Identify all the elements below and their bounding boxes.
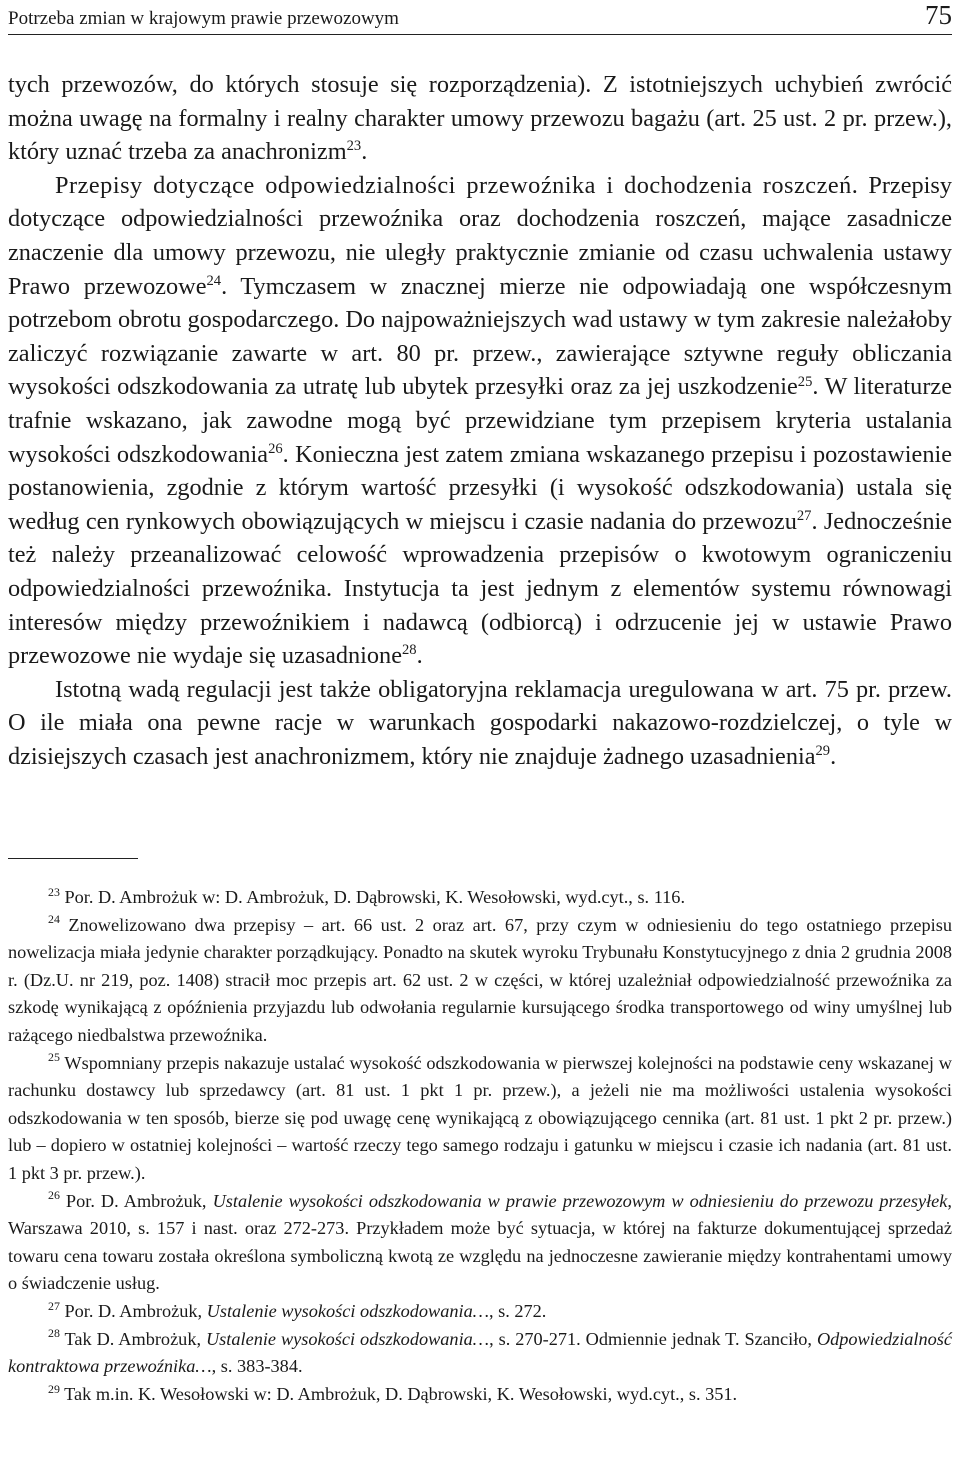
footnote-ref-28: 28 — [401, 642, 417, 659]
running-title: Potrzeba zmian w krajowym prawie przewozowym — [8, 8, 399, 29]
footnote-text: , s. 383-384. — [211, 1356, 303, 1377]
footnote-number: 25 — [48, 1050, 60, 1065]
footnote-number: 27 — [48, 1298, 60, 1313]
paragraph-1-text: tych przewozów, do których stosuje się rozporządzenia). Z istotniejszych uchybień zwrócić można uwagę na formalny i realny charakter umowy przewozu bagażu (art. 25 ust. 2 pr. przew.), który uznać trzeba za anachronizm — [8, 71, 952, 166]
cited-title: Odpowiedzialność kontraktowa przewoźnika… — [8, 1328, 953, 1377]
footnote-29 — [8, 1381, 952, 1409]
paragraph-2-text-e: . Jednocześnie też należy przeanalizować celowość wprowadzenia przepisów o kwotowym ograniczeniu odpowiedzialności przewoźnika. Instytucja ta jest jednym z elementów systemu równowagi interesów między przewoźnikiem i nadawcą (odbiorcą) i odrzucenie jej w ustawie Prawo przewozowe nie wydaje się uzasadnione — [8, 507, 952, 670]
footnote-text: Tak D. Ambrożuk, — [59, 1328, 206, 1349]
footnote-ref-23: 23 — [346, 138, 362, 155]
footnote-text: Por. D. Ambrożuk, — [59, 1190, 213, 1211]
footnote-24 — [8, 912, 952, 1050]
footnote-23 — [8, 884, 952, 912]
footnote-ref-24: 24 — [206, 272, 222, 289]
cited-title: Ustalenie wysokości odszkodowania w prawie przewozowym w odniesieniu do przewozu przesyłek — [212, 1190, 948, 1211]
footnote-ref-27: 27 — [796, 507, 812, 524]
footnotes — [8, 884, 952, 1408]
footnote-text: Tak m.in. K. Wesołowski w: D. Ambrożuk, D. Dąbrowski, K. Wesołowski, wyd.cyt., s. 351. — [59, 1383, 738, 1404]
footnote-ref-29: 29 — [815, 743, 831, 760]
footnote-27 — [8, 1298, 952, 1326]
footnote-ref-25: 25 — [797, 373, 813, 390]
footnote-28 — [8, 1326, 952, 1381]
paragraph-2-text-c: . W literaturze trafnie wskazano, jak zawodne mogą być przewidziane tym przepisem kryteria ustalania wysokości odszkodowania — [8, 373, 952, 468]
footnote-text: , s. 270-271. Odmiennie jednak T. Szanciło, — [489, 1328, 817, 1349]
paragraph-2 — [8, 169, 952, 673]
page-number: 75 — [925, 0, 952, 30]
paragraph-3 — [8, 673, 952, 774]
paragraph-2-end: . — [416, 642, 423, 670]
cited-title: Ustalenie wysokości odszkodowania… — [205, 1328, 490, 1349]
footnote-text: Znowelizowano dwa przepisy – art. 66 ust. 2 oraz art. 67, przy czym w odniesieniu do tego ostatniego przepisu nowelizacja miała jedynie charakter porządkujący. Ponadto na skutek wyroku Trybunału Konstytucyjnego z dnia 2 grudnia 2008 r. (Dz.U. nr 219, poz. 1408) stracił moc przepis art. 62 ust. 2 w części, w której uzależniał odpowiedzialność przewoźnika za szkodę wynikającą z opóźnienia przyjazdu lub odwołania regularnie kursującego środka transportowego od winy umyślnej lub rażącego niedbalstwa przewoźnika. — [8, 914, 952, 1045]
footnote-number: 24 — [48, 912, 60, 927]
footnote-ref-26: 26 — [268, 440, 283, 457]
paragraph-1 — [8, 68, 952, 169]
footnote-25 — [8, 1050, 952, 1188]
paragraph-3-text: Istotną wadą regulacji jest także obligatoryjna reklamacja uregulowana w art. 75 pr. przew. O ile miała ona pewne racje w warunkach gospodarki nakazowo-rozdzielczej, o tyle w dzisiejszych czasach jest anachronizmem, który nie znajduje żadnego uzasadnienia — [8, 675, 952, 770]
page-header — [8, 0, 952, 35]
footnote-number: 28 — [48, 1326, 60, 1341]
footnote-text: , Warszawa 2010, s. 157 i nast. oraz 272-273. Przykładem może być sytuacja, w której na fakturze dokumentującej sprzedaż towaru cena towaru została określona symboliczną kwotą ze względu na jednoczesne zawieranie między kontrahentami umowy o świadczenie usług. — [8, 1190, 952, 1294]
section-heading: Przepisy dotyczące odpowiedzialności przewoźnika i dochodzenia roszczeń. — [55, 171, 859, 199]
paragraph-1-end: . — [361, 138, 368, 166]
paragraph-2-text-b: . Tymczasem w znacznej mierze nie odpowiadają one współczesnym potrzebom obrotu gospodarczego. Do najpoważniejszych wad ustawy w tym zakresie należałoby zaliczyć rozwiązanie zawarte w art. 80 pr. przew., zawierające sztywne reguły obliczania wysokości odszkodowania za utratę lub ubytek przesyłki oraz za jej uszkodzenie — [8, 272, 952, 401]
footnote-text: Por. D. Ambrożuk w: D. Ambrożuk, D. Dąbrowski, K. Wesołowski, wyd.cyt., s. 116. — [59, 887, 686, 907]
footnote-26 — [8, 1188, 952, 1298]
footnote-number: 23 — [48, 884, 60, 899]
main-text — [8, 68, 952, 773]
cited-title: Ustalenie wysokości odszkodowania… — [206, 1300, 489, 1321]
footnote-number: 29 — [48, 1381, 60, 1396]
paragraph-3-end: . — [830, 742, 837, 770]
footnote-number: 26 — [48, 1188, 60, 1203]
paragraph-2-text-a: Przepisy dotyczące odpowiedzialności przewoźnika oraz dochodzenia roszczeń, mające zasadnicze znaczenie dla umowy przewozu, nie uległy praktycznie zmianie od czasu uchwalenia ustawy Prawo przewozowe — [8, 171, 952, 300]
footnote-text: Por. D. Ambrożuk, — [59, 1300, 207, 1321]
footnote-text: Wspomniany przepis nakazuje ustalać wysokość odszkodowania w pierwszej kolejności na podstawie ceny wskazanej w rachunku dostawcy lub sprzedawcy (art. 81 ust. 1 pkt 1 pr. przew.), a jeżeli nie ma możliwości ustalenia wysokości odszkodowania w ten sposób, bierze się pod uwagę cenę wynikającą z obowiązującego cennika (art. 81 ust. 1 pkt 2 pr. przew.) lub – dopiero w ostatniej kolejności – wartość rzeczy tego samego rodzaju i gatunku w miejscu i czasie ich nadania (art. 81 ust. 1 pkt 3 pr. przew.). — [8, 1052, 952, 1183]
footnote-text: , s. 272. — [488, 1300, 547, 1321]
paragraph-2-text-d: . Konieczna jest zatem zmiana wskazanego przepisu i pozostawienie postanowienia, zgodnie z którym wartość przesyłki (i wysokość odszkodowania) ustala się według cen rynkowych obowiązujących w miejscu i czasie nadania do przewozu — [8, 440, 952, 535]
footnote-separator — [8, 858, 138, 859]
